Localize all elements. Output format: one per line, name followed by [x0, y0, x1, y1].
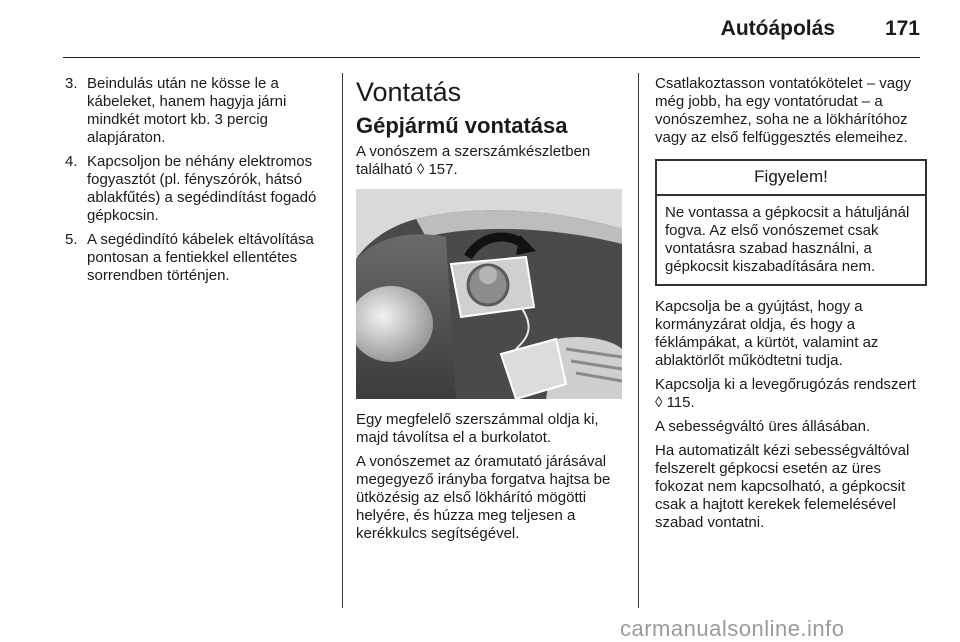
paragraph: Ha automatizált kézi sebességváltóval felszerelt gépkocsi esetén az üres fokozat nem kapcsolható, a gépkocsit csak a hajtott kerekek felemelésével szabad vontatni. [655, 442, 910, 531]
page-number: 171 [884, 17, 920, 40]
step-text: Kapcsoljon be néhány elektromos fogyasztót (pl. fényszórók, hátsó ablakfűtés) a segédindítást fogadó gépkocsin. [87, 153, 317, 224]
step-number: 4. [65, 153, 78, 170]
step-list [63, 75, 335, 285]
section-title: Autóápolás [720, 17, 835, 40]
step-text: A segédindító kábelek eltávolítása pontosan a fentiekkel ellentétes sorrendben történjen. [87, 231, 314, 284]
paragraph: A vonószemet az óramutató járásával megegyező irányba forgatva hajtsa be ütközésig az első lökhárító mögötti helyére, és húzza meg teljesen a kerékkulcs segítségével. [356, 453, 611, 542]
list-item [63, 153, 335, 225]
paragraph: A sebességváltó üres állásában. [655, 418, 871, 435]
step-number: 5. [65, 231, 78, 248]
step-number: 3. [65, 75, 78, 92]
warning-box [655, 159, 927, 286]
paragraph: Kapcsolja be a gyújtást, hogy a kormányzárat oldja, és hogy a féklámpákat, a kürtöt, valamint az ablaktörlőt működtetni tudja. [655, 298, 879, 369]
column-3 [655, 75, 927, 538]
watermark: carmanualsonline.info [620, 616, 845, 641]
page-header [0, 0, 960, 60]
column-2 [356, 75, 628, 549]
warning-text: Ne vontassa a gépkocsit a hátuljánál fogva. Az első vonószemet csak vontatásra szabad használni, a gépkocsit kiszabadítására nem. [665, 204, 910, 275]
towing-eye-illustration [356, 189, 622, 399]
list-item [63, 231, 335, 285]
intro-paragraph: A vonószem a szerszámkészletben található ◊ 157. [356, 143, 591, 178]
column-divider-1 [342, 73, 343, 608]
paragraph: Csatlakoztasson vontatókötelet – vagy még jobb, ha egy vontatórudat – a vonószemhez, soha ne a lökhárítóhoz vagy az első felfüggesztés elemeihez. [655, 75, 911, 146]
header-rule [63, 57, 920, 58]
paragraph: Kapcsolja ki a levegőrugózás rendszert ◊ 115. [655, 376, 916, 411]
chapter-heading: Vontatás [356, 77, 462, 107]
column-1 [63, 75, 335, 291]
step-text: Beindulás után ne kösse le a kábeleket, hanem hagyja járni mindkét motort kb. 3 percig alapjáraton. [87, 75, 287, 146]
paragraph: Egy megfelelő szerszámmal oldja ki, majd távolítsa el a burkolatot. [356, 411, 599, 446]
section-heading: Gépjármű vontatása [356, 113, 568, 138]
column-divider-2 [638, 73, 639, 608]
list-item [63, 75, 335, 147]
warning-title: Figyelem! [657, 161, 925, 196]
